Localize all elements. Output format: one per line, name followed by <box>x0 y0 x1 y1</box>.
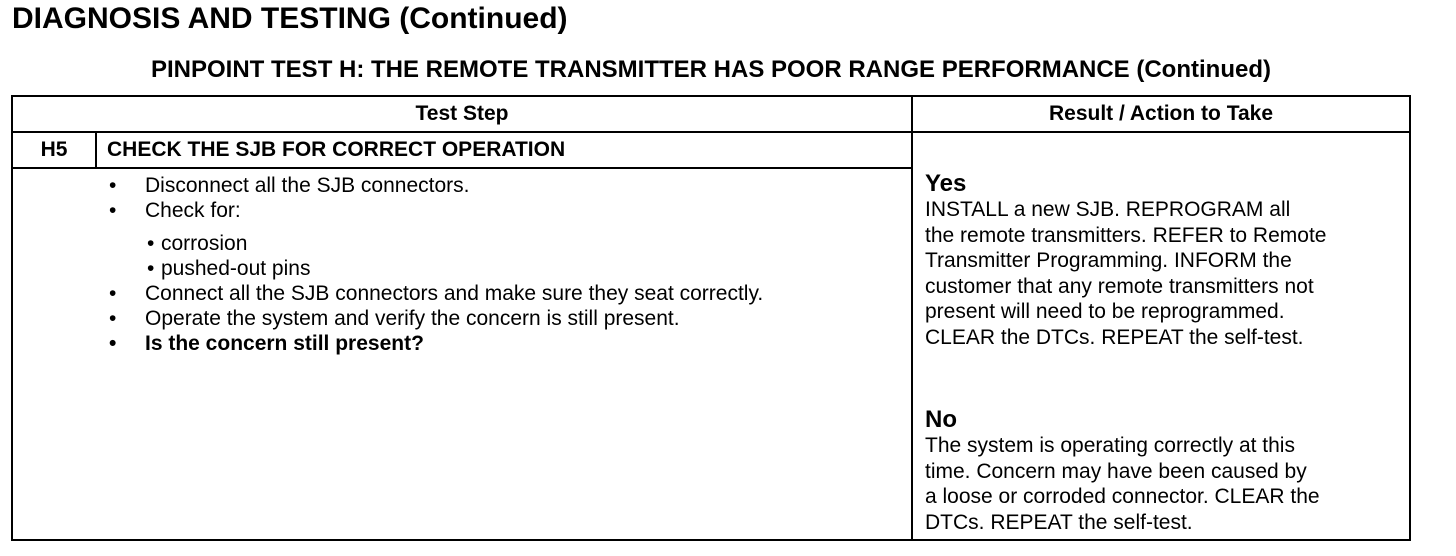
check-item-text: corrosion <box>161 232 248 255</box>
result-line: INSTALL a new SJB. REPROGRAM all <box>925 198 1291 221</box>
instruction-text: Disconnect all the SJB connectors. <box>145 174 470 197</box>
bullet: • <box>109 174 117 197</box>
header-test-step: Test Step <box>415 102 509 125</box>
page-title: DIAGNOSIS AND TESTING (Continued) <box>12 2 568 35</box>
bullet: • <box>109 199 117 222</box>
header-result-action: Result / Action to Take <box>1048 102 1274 125</box>
check-for-list <box>109 231 909 281</box>
instruction-text: Connect all the SJB connectors and make sure they seat correctly. <box>145 282 764 305</box>
result-line: present will need to be reprogrammed. <box>925 300 1285 323</box>
result-yes-label: Yes <box>925 170 967 197</box>
list-item <box>109 198 909 223</box>
list-item <box>109 306 909 331</box>
step-title: CHECK THE SJB FOR CORRECT OPERATION <box>107 138 566 161</box>
step-id: H5 <box>40 138 68 161</box>
result-yes <box>925 171 1411 350</box>
instruction-text: Check for: <box>145 199 241 222</box>
list-item <box>109 331 909 356</box>
result-no-label: No <box>925 406 957 433</box>
bullet: • <box>147 232 155 255</box>
bullet: • <box>147 257 155 280</box>
result-line: a loose or corroded connector. CLEAR the <box>925 485 1320 508</box>
result-line: time. Concern may have been caused by <box>925 459 1307 483</box>
pinpoint-test-table <box>11 95 1411 541</box>
result-line: customer that any remote transmitters not <box>925 274 1314 298</box>
question-text: Is the concern still present? <box>145 332 424 355</box>
check-item-text: pushed-out pins <box>161 257 311 280</box>
result-line: DTCs. REPEAT the self-test. <box>925 510 1193 534</box>
result-line: the remote transmitters. REFER to Remote <box>925 223 1327 247</box>
list-item <box>109 173 909 198</box>
result-line: Transmitter Programming. INFORM the <box>925 249 1292 272</box>
result-no <box>925 407 1411 535</box>
list-item <box>147 256 909 281</box>
bullet: • <box>109 332 117 355</box>
instruction-list <box>109 173 909 356</box>
step-id-divider <box>95 131 97 167</box>
pinpoint-test-title: PINPOINT TEST H: THE REMOTE TRANSMITTER HAS POOR RANGE PERFORMANCE (Continued) <box>151 56 1271 83</box>
bullet: • <box>109 307 117 330</box>
list-item <box>109 281 909 306</box>
result-line: The system is operating correctly at this <box>925 434 1295 457</box>
bullet: • <box>109 282 117 305</box>
list-item <box>147 231 909 256</box>
step-title-divider <box>13 167 911 169</box>
result-line: CLEAR the DTCs. REPEAT the self-test. <box>925 325 1304 349</box>
instruction-text: Operate the system and verify the concern is still present. <box>145 307 680 330</box>
column-divider <box>911 97 913 539</box>
